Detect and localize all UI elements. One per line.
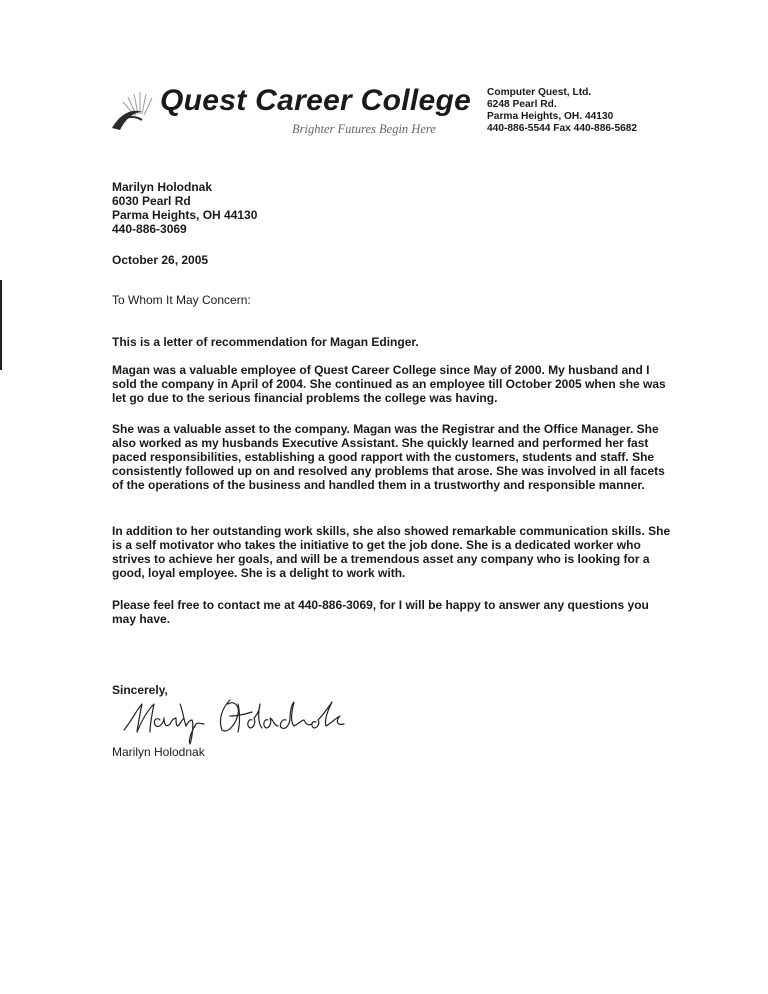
letter-date: October 26, 2005 bbox=[112, 253, 209, 267]
sender-city: Parma Heights, OH 44130 bbox=[112, 208, 258, 222]
intro-text: This is a letter of recommendation for Magan Edinger. bbox=[112, 335, 419, 349]
body-paragraph-2 bbox=[112, 422, 672, 492]
handwritten-signature bbox=[118, 690, 358, 750]
body-paragraph-3 bbox=[112, 524, 672, 580]
intro-line bbox=[112, 335, 672, 349]
paragraph-text: She was a valuable asset to the company. Magan was the Registrar and the Office Manager. She also worked as my husbands Executive Assistant. She quickly learned and performed her fast paced responsibilities, establishing a good rapport with the customers, students and staff. She consistently followed up on and resolved any problems that arose. She was involved in all facets of the operations of the business and handled them in a trustworthy and responsible manner. bbox=[112, 422, 665, 492]
scan-edge-mark bbox=[0, 280, 2, 370]
salutation: To Whom It May Concern: bbox=[112, 293, 251, 307]
paragraph-text: Magan was a valuable employee of Quest Career College since May of 2000. My husband and I sold the company in April of 2004. She continued as an employee till October 2005 when she was let go due to the serious financial problems the college was having. bbox=[112, 363, 666, 405]
college-logo-icon bbox=[108, 84, 158, 134]
sender-street: 6030 Pearl Rd bbox=[112, 194, 191, 208]
company-phone-fax: 440-886-5544 Fax 440-886-5682 bbox=[487, 123, 638, 134]
paragraph-text: Please feel free to contact me at 440-886-3069, for I will be happy to answer any questions you may have. bbox=[112, 598, 649, 626]
body-paragraph-4 bbox=[112, 598, 672, 626]
sender-phone: 440-886-3069 bbox=[112, 222, 187, 236]
signer-name: Marilyn Holodnak bbox=[112, 745, 205, 759]
company-city: Parma Heights, OH. 44130 bbox=[487, 111, 614, 122]
sender-address-block bbox=[112, 180, 672, 236]
company-address-block bbox=[487, 87, 637, 135]
closing: Sincerely, bbox=[112, 683, 168, 697]
company-name: Computer Quest, Ltd. bbox=[487, 87, 592, 98]
college-tagline: Brighter Futures Begin Here bbox=[292, 122, 436, 136]
college-name: Quest Career College bbox=[160, 84, 472, 117]
paragraph-text: In addition to her outstanding work skills, she also showed remarkable communication skills. She is a self motivator who takes the initiative to get the job done. She is a dedicated worker who strives to achieve her goals, and will be a tremendous asset any company who is looking for a good, loyal employee. She is a delight to work with. bbox=[112, 524, 671, 580]
company-street: 6248 Pearl Rd. bbox=[487, 99, 557, 110]
sender-name: Marilyn Holodnak bbox=[112, 180, 213, 194]
body-paragraph-1 bbox=[112, 363, 672, 405]
